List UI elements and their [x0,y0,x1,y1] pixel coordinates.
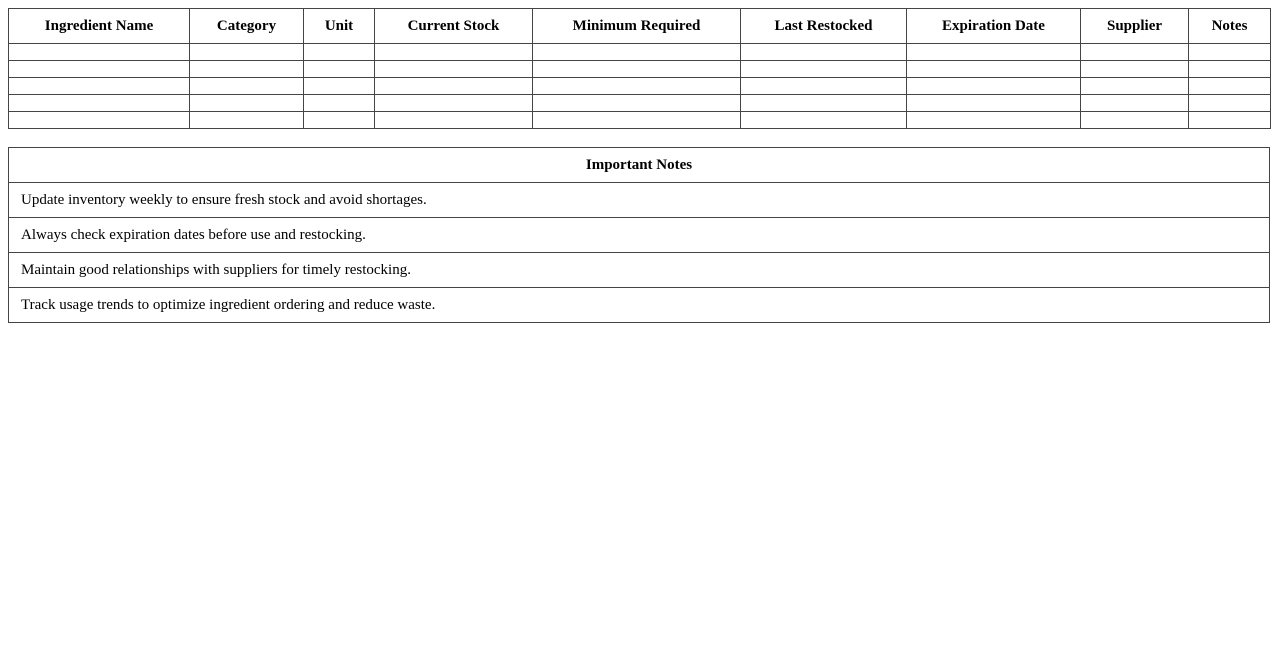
column-header-unit: Unit [304,9,375,44]
table-cell [1189,95,1271,112]
note-item: Always check expiration dates before use and restocking. [9,218,1270,253]
table-row [9,44,1271,61]
table-cell [1081,44,1189,61]
table-cell [1189,44,1271,61]
column-header-minimum-required: Minimum Required [533,9,741,44]
table-row [9,61,1271,78]
column-header-notes: Notes [1189,9,1271,44]
table-cell [1189,61,1271,78]
table-cell [907,44,1081,61]
table-row [9,78,1271,95]
table-cell [741,112,907,129]
table-cell [533,61,741,78]
table-cell [9,78,190,95]
table-cell [190,61,304,78]
table-cell [1081,78,1189,95]
column-header-last-restocked: Last Restocked [741,9,907,44]
table-cell [375,78,533,95]
table-cell [190,44,304,61]
table-cell [9,95,190,112]
table-cell [907,95,1081,112]
table-cell [9,112,190,129]
table-cell [190,112,304,129]
inventory-header-row [9,9,1271,44]
table-cell [190,95,304,112]
table-row [9,95,1271,112]
table-cell [190,78,304,95]
note-item: Track usage trends to optimize ingredient ordering and reduce waste. [9,288,1270,323]
notes-header-row [9,148,1270,183]
table-row [9,112,1271,129]
table-cell [533,112,741,129]
table-cell [741,95,907,112]
table-cell [304,95,375,112]
note-row [9,288,1270,323]
table-cell [304,44,375,61]
table-cell [741,78,907,95]
note-row [9,218,1270,253]
table-cell [533,78,741,95]
table-cell [533,95,741,112]
table-cell [907,61,1081,78]
column-header-supplier: Supplier [1081,9,1189,44]
table-cell [304,78,375,95]
table-cell [907,112,1081,129]
table-cell [741,44,907,61]
table-cell [304,112,375,129]
table-cell [375,44,533,61]
important-notes-title: Important Notes [9,148,1270,183]
table-cell [1189,112,1271,129]
table-cell [741,61,907,78]
table-cell [9,44,190,61]
inventory-table [8,8,1271,129]
table-cell [1081,95,1189,112]
table-cell [304,61,375,78]
table-cell [1081,112,1189,129]
page-content [8,8,1270,323]
note-item: Update inventory weekly to ensure fresh stock and avoid shortages. [9,183,1270,218]
column-header-ingredient-name: Ingredient Name [9,9,190,44]
column-header-expiration-date: Expiration Date [907,9,1081,44]
table-cell [375,112,533,129]
table-cell [375,61,533,78]
note-row [9,253,1270,288]
column-header-category: Category [190,9,304,44]
important-notes-table [8,147,1270,323]
note-item: Maintain good relationships with suppliers for timely restocking. [9,253,1270,288]
note-row [9,183,1270,218]
table-cell [907,78,1081,95]
column-header-current-stock: Current Stock [375,9,533,44]
table-cell [1081,61,1189,78]
table-cell [1189,78,1271,95]
table-cell [375,95,533,112]
table-cell [533,44,741,61]
table-cell [9,61,190,78]
